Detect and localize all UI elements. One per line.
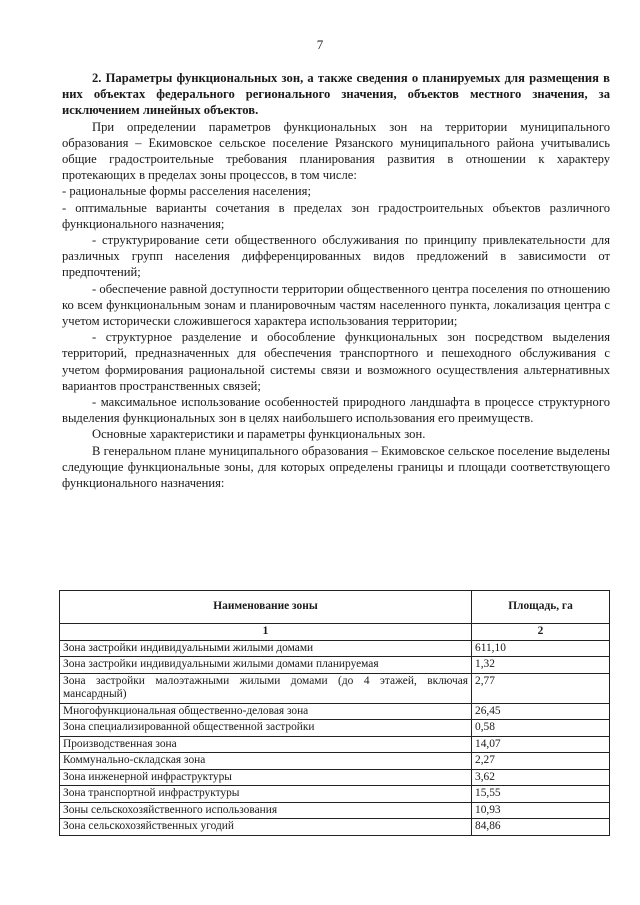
zone-name-cell: Зоны сельскохозяйственного использования [60,802,472,819]
table-row [60,802,610,819]
zone-name-cell: Зона застройки малоэтажными жилыми домами (до 4 этажей, включая мансардный) [60,673,472,703]
zone-name-cell: Многофункциональная общественно-деловая зона [60,703,472,720]
table-row [60,736,610,753]
zone-area-cell: 611,10 [472,640,610,657]
table-row [60,703,610,720]
header-area: Площадь, га [472,591,610,624]
column-number: 1 [60,624,472,641]
list-item: - максимальное использование особенностей природного ландшафта в процессе структурного выделения функциональных зон в целях наибольшего использования его преимуществ. [62,395,610,426]
list-item: - структурирование сети общественного обслуживания по принципу привлекательности для различных групп населения дифференцированных видов предложений в зависимости от предпочтений; [62,233,610,280]
list-item: - оптимальные варианты сочетания в пределах зон градостроительных объектов различного функционального назначения; [62,200,610,231]
zone-area-cell: 3,62 [472,769,610,786]
zone-area-cell: 10,93 [472,802,610,819]
table-row [60,769,610,786]
zone-area-cell: 1,32 [472,657,610,674]
zone-area-cell: 84,86 [472,819,610,836]
header-zone-name: Наименование зоны [60,591,472,624]
intro-paragraph: При определении параметров функциональных зон на территории муниципального образования – Екимовское сельское поселение Рязанского муниципального района учитывались общие градостроительные требования планирования развития в отношении к характеру протекающих в пределах зоны процессов, в том числе: [62,119,610,183]
general-plan-paragraph: В генеральном плане муниципального образования – Екимовское сельское поселение выделены следующие функциональные зоны, для которых определены границы и площади соответствующего функционального назначения: [62,443,610,491]
column-number: 2 [472,624,610,641]
zone-area-cell: 0,58 [472,720,610,737]
table-row [60,786,610,803]
column-number-row [60,624,610,641]
list-item: - структурное разделение и обособление функциональных зон посредством выделения территорий, предназначенных для обеспечения транспортного и пешеходного обслуживания с учетом формирования рациональной системы связи и возможного осуществления альтернативных вариантов пространственных связей; [62,330,610,393]
table-row [60,673,610,703]
table-header-row [60,591,610,624]
zone-name-cell: Коммунально-складская зона [60,753,472,770]
zone-name-cell: Зона застройки индивидуальными жилыми домами [60,640,472,657]
zone-area-cell: 26,45 [472,703,610,720]
zone-area-cell: 14,07 [472,736,610,753]
zone-area-cell: 2,27 [472,753,610,770]
zones-table [59,590,610,836]
zone-name-cell: Зона транспортной инфраструктуры [60,786,472,803]
zone-area-cell: 15,55 [472,786,610,803]
table-row [60,819,610,836]
document-body [62,70,610,491]
zone-name-cell: Производственная зона [60,736,472,753]
zone-name-cell: Зона сельскохозяйственных угодий [60,819,472,836]
section-heading: 2. Параметры функциональных зон, а также сведения о планируемых для размещения в них объектах федерального регионального значения, объектов местного значения, за исключением линейных объектов. [62,71,610,118]
characteristics-line: Основные характеристики и параметры функциональных зон. [92,427,426,442]
list-item: - обеспечение равной доступности территории общественного центра поселения по отношению ко всем функциональным зонам и планировочным частям населенного пункта, локализация центра с учетом исторически сложившегося характера использования территории; [62,281,610,329]
list-item: - рациональные формы расселения населения; [62,184,311,199]
zone-name-cell: Зона инженерной инфраструктуры [60,769,472,786]
zone-area-cell: 2,77 [472,673,610,703]
table-row [60,720,610,737]
page-number: 7 [316,37,324,52]
zone-name-cell: Зона застройки индивидуальными жилыми домами планируемая [60,657,472,674]
table-row [60,753,610,770]
zone-name-cell: Зона специализированной общественной застройки [60,720,472,737]
table-row [60,657,610,674]
table-row [60,640,610,657]
